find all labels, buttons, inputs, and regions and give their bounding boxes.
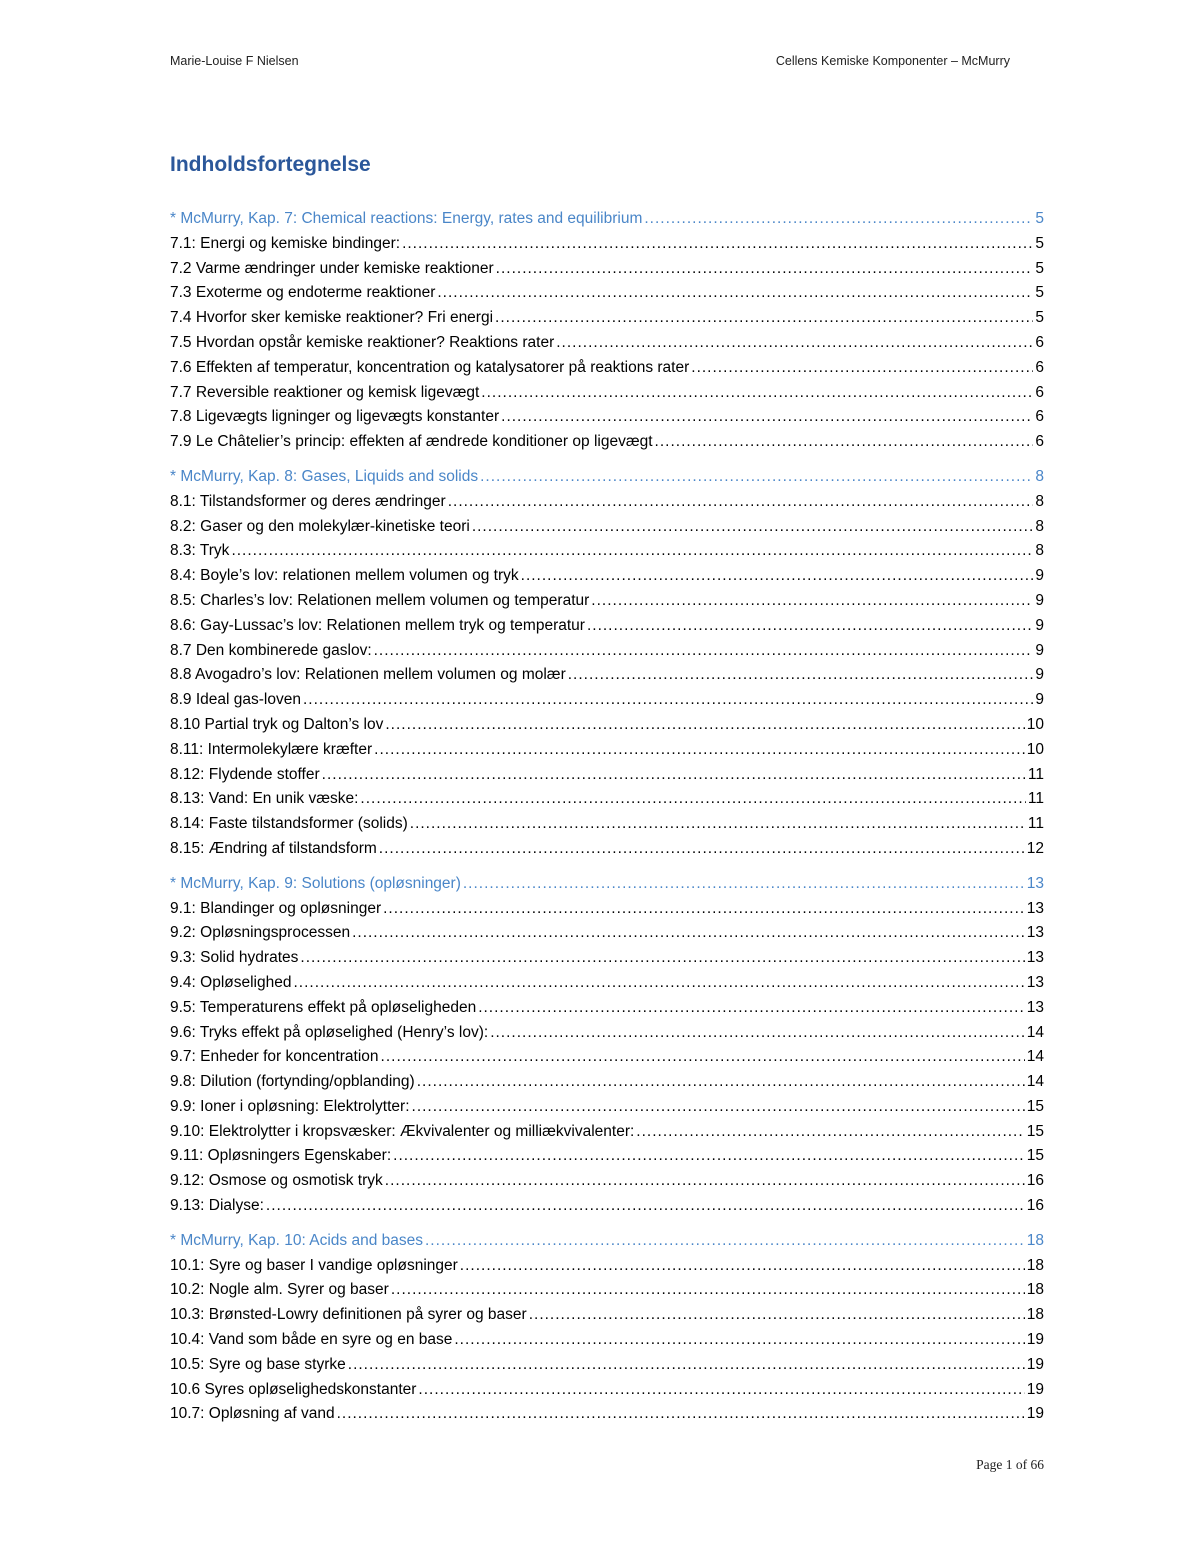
toc-entry-page: 9: [1035, 666, 1044, 684]
dot-leader: [266, 1194, 1025, 1219]
toc-entry[interactable]: [170, 306, 1044, 331]
dot-leader: [374, 639, 1034, 664]
toc-entry-page: 11: [1027, 790, 1044, 808]
toc-entry-page: 8: [1035, 492, 1044, 510]
toc-entry[interactable]: [170, 232, 1044, 257]
dot-leader: [636, 1120, 1024, 1145]
toc-entry[interactable]: [170, 1045, 1044, 1070]
toc-entry[interactable]: [170, 589, 1044, 614]
toc-entry[interactable]: [170, 356, 1044, 381]
dot-leader: [463, 872, 1025, 897]
toc-entry[interactable]: [170, 1254, 1044, 1279]
toc-entry-page: 8: [1035, 467, 1044, 485]
dot-leader: [460, 1254, 1025, 1279]
toc-title: Indholdsfortegnelse: [170, 153, 371, 176]
toc-entry-page: 15: [1026, 1122, 1044, 1140]
toc-entry-page: 5: [1035, 259, 1044, 277]
toc-entry-page: 13: [1026, 874, 1044, 892]
toc-entry[interactable]: [170, 1328, 1044, 1353]
toc-entry-label: 9.1: Blandinger og opløsninger: [170, 899, 382, 917]
dot-leader: [418, 1378, 1024, 1403]
dot-leader: [352, 921, 1025, 946]
toc-entry-label: 10.2: Nogle alm. Syrer og baser: [170, 1281, 389, 1299]
dot-leader: [379, 837, 1025, 862]
toc-entry[interactable]: [170, 539, 1044, 564]
toc-entry[interactable]: [170, 490, 1044, 515]
dot-leader: [478, 996, 1025, 1021]
toc-entry[interactable]: [170, 430, 1044, 455]
dot-leader: [381, 1045, 1025, 1070]
dot-leader: [480, 465, 1033, 490]
toc-entry-page: 11: [1027, 815, 1044, 833]
toc-entry[interactable]: [170, 1120, 1044, 1145]
toc-entry-page: 16: [1026, 1197, 1044, 1215]
dot-leader: [655, 430, 1034, 455]
dot-leader: [374, 738, 1025, 763]
toc-entry-label: * McMurry, Kap. 7: Chemical reactions: Energy, rates and equilibrium: [170, 210, 643, 227]
toc-entry-label: 8.15: Ændring af tilstandsform: [170, 839, 377, 857]
toc-entry-label: 9.6: Tryks effekt på opløselighed (Henry’s lov):: [170, 1023, 489, 1041]
toc-entry[interactable]: [170, 996, 1044, 1021]
dot-leader: [360, 787, 1025, 812]
dot-leader: [454, 1328, 1024, 1353]
toc-entry-label: 10.4: Vand som både en syre og en base: [170, 1331, 453, 1349]
dot-leader: [448, 490, 1034, 515]
toc-entry-label: 8.8 Avogadro’s lov: Relationen mellem volumen og molær: [170, 666, 566, 684]
dot-leader: [383, 897, 1025, 922]
toc-entry-page: 19: [1026, 1355, 1044, 1373]
toc-chapter-entry[interactable]: [170, 872, 1044, 897]
toc-entry-label: 9.3: Solid hydrates: [170, 949, 299, 967]
dot-leader: [591, 589, 1033, 614]
toc-entry-page: 19: [1026, 1405, 1044, 1423]
toc-entry[interactable]: [170, 921, 1044, 946]
header-author: Marie-Louise F Nielsen: [170, 54, 299, 68]
toc-entry-label: 8.14: Faste tilstandsformer (solids): [170, 815, 408, 833]
toc-entry[interactable]: [170, 787, 1044, 812]
toc-entry-page: 10: [1026, 740, 1044, 758]
toc-entry[interactable]: [170, 738, 1044, 763]
toc-entry-page: 13: [1026, 998, 1044, 1016]
toc-entry-label: 8.6: Gay-Lussac’s lov: Relationen mellem tryk og temperatur: [170, 616, 585, 634]
toc-entry-label: * McMurry, Kap. 10: Acids and bases: [170, 1231, 423, 1249]
dot-leader: [402, 232, 1033, 257]
toc-entry[interactable]: [170, 971, 1044, 996]
toc-chapter-entry[interactable]: [170, 1229, 1044, 1254]
dot-leader: [231, 539, 1033, 564]
toc-entry-page: 6: [1035, 383, 1044, 401]
toc-entry-page: 10: [1026, 715, 1044, 733]
toc-entry-page: 8: [1035, 542, 1044, 560]
toc-entry-page: 5: [1035, 309, 1044, 327]
toc-entry-label: 9.8: Dilution (fortynding/opblanding): [170, 1073, 415, 1091]
toc-entry-label: 7.8 Ligevægts ligninger og ligevægts konstanter: [170, 408, 500, 426]
toc-entry-page: 18: [1026, 1231, 1044, 1249]
dot-leader: [691, 356, 1033, 381]
dot-leader: [437, 281, 1033, 306]
toc-entry-label: 8.5: Charles’s lov: Relationen mellem volumen og temperatur: [170, 591, 590, 609]
toc-entry-label: 10.1: Syre og baser I vandige opløsninger: [170, 1256, 458, 1274]
toc-entry-label: 7.9 Le Châtelier’s princip: effekten af ændrede konditioner op ligevægt: [170, 433, 653, 451]
dot-leader: [300, 946, 1024, 971]
toc-entry-page: 6: [1035, 333, 1044, 351]
toc-entry-label: 10.7: Opløsning af vand: [170, 1405, 335, 1423]
toc-entry-page: 15: [1026, 1097, 1044, 1115]
dot-leader: [410, 812, 1026, 837]
toc-entry[interactable]: [170, 1194, 1044, 1219]
dot-leader: [337, 1402, 1025, 1427]
toc-entry[interactable]: [170, 1278, 1044, 1303]
toc-entry[interactable]: [170, 1169, 1044, 1194]
dot-leader: [490, 1021, 1025, 1046]
toc-entry-page: 13: [1026, 924, 1044, 942]
toc-entry[interactable]: [170, 1378, 1044, 1403]
toc-entry-label: 8.11: Intermolekylære kræfter: [170, 740, 373, 758]
toc-entry-label: 7.2 Varme ændringer under kemiske reaktioner: [170, 259, 494, 277]
dot-leader: [501, 405, 1033, 430]
toc-entry-label: 8.1: Tilstandsformer og deres ændringer: [170, 492, 446, 510]
dot-leader: [521, 564, 1034, 589]
toc-entry[interactable]: [170, 1402, 1044, 1427]
toc-entry-page: 9: [1035, 641, 1044, 659]
toc-entry-page: 18: [1026, 1281, 1044, 1299]
toc-entry-page: 5: [1035, 234, 1044, 252]
toc-entry-label: 10.3: Brønsted-Lowry definitionen på syrer og baser: [170, 1306, 527, 1324]
toc-entry-page: 16: [1026, 1172, 1044, 1190]
dot-leader: [644, 207, 1033, 232]
toc-entry[interactable]: [170, 1021, 1044, 1046]
toc-entry[interactable]: [170, 688, 1044, 713]
toc-entry-label: 8.12: Flydende stoffer: [170, 765, 320, 783]
dot-leader: [294, 971, 1025, 996]
toc-entry[interactable]: [170, 564, 1044, 589]
toc-entry-page: 19: [1026, 1331, 1044, 1349]
toc-entry[interactable]: [170, 897, 1044, 922]
toc-entry-page: 12: [1026, 839, 1044, 857]
toc-entry-label: 8.9 Ideal gas-loven: [170, 691, 301, 709]
toc-entry-page: 9: [1035, 691, 1044, 709]
toc-entry[interactable]: [170, 515, 1044, 540]
toc-entry-label: * McMurry, Kap. 9: Solutions (opløsninger): [170, 874, 461, 892]
toc-entry-page: 8: [1035, 517, 1044, 535]
toc-entry-page: 14: [1026, 1048, 1044, 1066]
dot-leader: [417, 1070, 1025, 1095]
toc-entry-page: 5: [1035, 284, 1044, 302]
toc-entry-page: 14: [1026, 1023, 1044, 1041]
table-of-contents: [170, 207, 1044, 1427]
toc-entry-page: 13: [1026, 899, 1044, 917]
toc-entry[interactable]: [170, 1303, 1044, 1328]
toc-entry-page: 6: [1035, 433, 1044, 451]
page-number: Page 1 of 66: [976, 1457, 1044, 1472]
dot-leader: [303, 688, 1033, 713]
toc-entry-label: 8.4: Boyle’s lov: relationen mellem volumen og tryk: [170, 567, 519, 585]
dot-leader: [529, 1303, 1025, 1328]
toc-entry[interactable]: [170, 812, 1044, 837]
toc-chapter-entry[interactable]: [170, 207, 1044, 232]
dot-leader: [496, 257, 1034, 282]
toc-entry-page: 9: [1035, 591, 1044, 609]
dot-leader: [385, 713, 1024, 738]
toc-entry[interactable]: [170, 837, 1044, 862]
toc-entry-label: 9.11: Opløsningers Egenskaber:: [170, 1147, 392, 1165]
dot-leader: [495, 306, 1033, 331]
toc-entry-label: 10.5: Syre og base styrke: [170, 1355, 346, 1373]
toc-entry[interactable]: [170, 405, 1044, 430]
toc-entry[interactable]: [170, 713, 1044, 738]
toc-chapter-entry[interactable]: [170, 465, 1044, 490]
toc-entry[interactable]: [170, 1353, 1044, 1378]
dot-leader: [481, 381, 1033, 406]
toc-entry-page: 18: [1026, 1306, 1044, 1324]
toc-entry-label: 7.5 Hvordan opstår kemiske reaktioner? Reaktions rater: [170, 333, 555, 351]
toc-entry[interactable]: [170, 281, 1044, 306]
toc-entry-label: * McMurry, Kap. 8: Gases, Liquids and solids: [170, 467, 479, 485]
toc-entry-page: 11: [1027, 765, 1044, 783]
toc-entry-label: 7.6 Effekten af temperatur, koncentration og katalysatorer på reaktions rater: [170, 358, 690, 376]
toc-entry-label: 7.4 Hvorfor sker kemiske reaktioner? Fri energi: [170, 309, 494, 327]
dot-leader: [322, 763, 1026, 788]
toc-entry-label: 8.10 Partial tryk og Dalton’s lov: [170, 715, 384, 733]
toc-entry-label: 10.6 Syres opløselighedskonstanter: [170, 1380, 417, 1398]
toc-entry[interactable]: [170, 257, 1044, 282]
toc-entry-label: 9.5: Temperaturens effekt på opløseligheden: [170, 998, 477, 1016]
toc-entry-label: 9.9: Ioner i opløsning: Elektrolytter:: [170, 1097, 410, 1115]
toc-entry[interactable]: [170, 663, 1044, 688]
toc-entry[interactable]: [170, 381, 1044, 406]
toc-entry[interactable]: [170, 946, 1044, 971]
toc-entry-label: 9.10: Elektrolytter i kropsvæsker: Ækvivalenter og milliækvivalenter:: [170, 1122, 635, 1140]
dot-leader: [472, 515, 1034, 540]
toc-entry-label: 8.2: Gaser og den molekylær-kinetiske teori: [170, 517, 470, 535]
toc-entry-page: 14: [1026, 1073, 1044, 1091]
toc-entry-label: 8.7 Den kombinerede gaslov:: [170, 641, 372, 659]
toc-entry[interactable]: [170, 763, 1044, 788]
toc-entry-label: 8.3: Tryk: [170, 542, 230, 560]
header-document-title: Cellens Kemiske Komponenter – McMurry: [775, 54, 1010, 68]
toc-entry[interactable]: [170, 1144, 1044, 1169]
toc-entry-label: 8.13: Vand: En unik væske:: [170, 790, 359, 808]
dot-leader: [391, 1278, 1025, 1303]
toc-entry-page: 19: [1026, 1380, 1044, 1398]
toc-entry-label: 9.7: Enheder for koncentration: [170, 1048, 379, 1066]
toc-entry-label: 9.12: Osmose og osmotisk tryk: [170, 1172, 383, 1190]
dot-leader: [385, 1169, 1025, 1194]
toc-entry[interactable]: [170, 639, 1044, 664]
toc-entry-page: 13: [1026, 973, 1044, 991]
dot-leader: [425, 1229, 1025, 1254]
toc-entry[interactable]: [170, 331, 1044, 356]
toc-entry-label: 9.4: Opløselighed: [170, 973, 292, 991]
dot-leader: [412, 1095, 1025, 1120]
dot-leader: [587, 614, 1033, 639]
toc-entry-page: 6: [1035, 408, 1044, 426]
toc-entry-page: 6: [1035, 358, 1044, 376]
dot-leader: [393, 1144, 1025, 1169]
toc-entry-label: 9.13: Dialyse:: [170, 1197, 264, 1215]
toc-entry[interactable]: [170, 1070, 1044, 1095]
toc-entry-page: 13: [1026, 949, 1044, 967]
toc-entry[interactable]: [170, 614, 1044, 639]
toc-entry-page: 9: [1035, 567, 1044, 585]
dot-leader: [556, 331, 1033, 356]
toc-entry-page: 9: [1035, 616, 1044, 634]
toc-entry-page: 15: [1026, 1147, 1044, 1165]
toc-entry-label: 7.1: Energi og kemiske bindinger:: [170, 234, 401, 252]
dot-leader: [348, 1353, 1025, 1378]
toc-entry-label: 7.7 Reversible reaktioner og kemisk ligevægt: [170, 383, 480, 401]
toc-entry-label: 9.2: Opløsningsprocessen: [170, 924, 351, 942]
toc-entry-page: 5: [1035, 210, 1044, 227]
dot-leader: [568, 663, 1034, 688]
toc-entry-label: 7.3 Exoterme og endoterme reaktioner: [170, 284, 436, 302]
toc-entry[interactable]: [170, 1095, 1044, 1120]
toc-entry-page: 18: [1026, 1256, 1044, 1274]
